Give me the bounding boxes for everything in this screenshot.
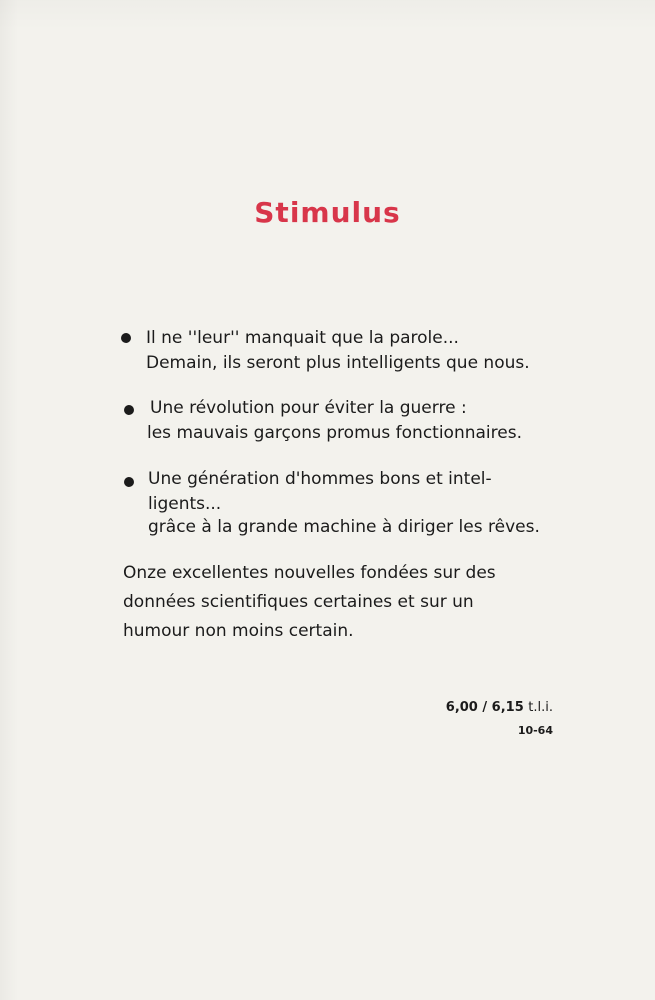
bullet-1-line-1: Il ne ''leur'' manquait que la parole... xyxy=(146,328,459,348)
bullet-dot-2 xyxy=(124,405,134,415)
summary-line-2: données scientifiques certaines et sur un xyxy=(123,592,474,612)
bullet-3-line-2: ligents... xyxy=(148,494,222,514)
series-title: Stimulus xyxy=(254,196,401,229)
bullet-dot-1 xyxy=(121,333,131,343)
edition-code: 10-64 xyxy=(517,724,553,737)
bullet-3-line-3: grâce à la grande machine à diriger les rêves. xyxy=(148,517,540,537)
price-tax: 6,15 xyxy=(491,700,524,715)
bullet-2-line-2: les mauvais garçons promus fonctionnaires. xyxy=(147,423,522,443)
bullet-3-line-1: Une génération d'hommes bons et intel- xyxy=(148,469,492,489)
bullet-1-line-2: Demain, ils seront plus intelligents que nous. xyxy=(146,353,530,373)
bullet-2-line-1: Une révolution pour éviter la guerre : xyxy=(150,398,467,418)
bullet-dot-3 xyxy=(124,477,134,487)
price-base: 6,00 xyxy=(445,700,478,715)
summary-line-1: Onze excellentes nouvelles fondées sur des xyxy=(123,563,496,583)
price xyxy=(446,700,553,715)
summary-line-3: humour non moins certain. xyxy=(123,621,354,641)
price-separator: / xyxy=(482,700,488,715)
price-suffix: t.l.i. xyxy=(528,700,553,715)
